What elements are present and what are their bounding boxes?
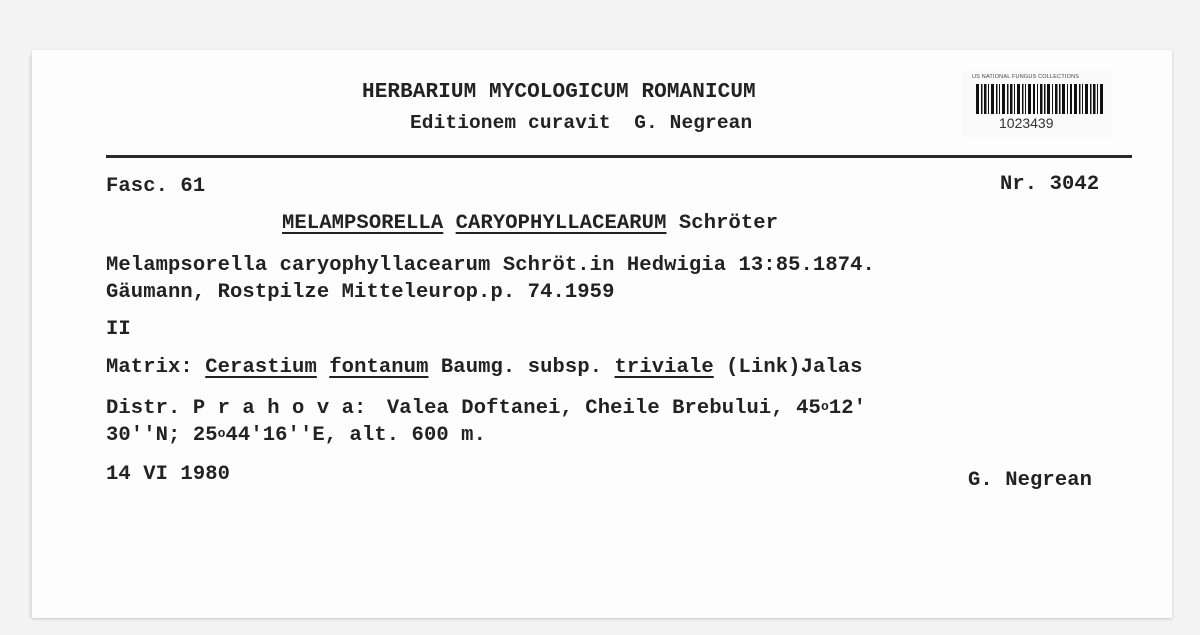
barcode-label <box>962 70 1112 138</box>
host-genus: Cerastium <box>205 356 317 379</box>
distribution-line-2 <box>106 424 486 448</box>
header-subtitle: Editionem curavit G. Negrean <box>410 112 753 134</box>
reference-line-2: Gäumann, Rostpilze Mitteleurop.p. 74.1959 <box>106 281 615 304</box>
distribution-line-1 <box>106 397 866 421</box>
matrix-label: Matrix: <box>106 356 193 379</box>
distribution-locality: Valea Doftanei, Cheile Brebului, 45 <box>386 397 821 420</box>
coordinates-part-1: 30''N; 25 <box>106 424 218 447</box>
species-epithet: CARYOPHYLLACEARUM <box>455 212 667 235</box>
species-genus: MELAMPSORELLA <box>282 212 444 235</box>
header-title: HERBARIUM MYCOLOGICUM ROMANICUM <box>362 81 756 104</box>
collection-date: 14 VI 1980 <box>106 463 231 486</box>
matrix-line <box>106 356 863 380</box>
species-name <box>282 212 778 236</box>
spore-stage: II <box>106 318 131 341</box>
reference-line-1: Melampsorella caryophyllacearum Schröt.in Hedwigia 13:85.1874. <box>106 254 875 277</box>
exsiccata-number: Nr. 3042 <box>1000 173 1100 196</box>
latitude-minutes: 12' <box>828 397 867 420</box>
host-author: Baumg. subsp. <box>440 356 603 379</box>
host-subspecies: triviale <box>614 356 714 379</box>
longitude-degree-sign: o <box>217 426 226 441</box>
host-subsp-author: (Link)Jalas <box>726 356 863 379</box>
fascicle-number: Fasc. 61 <box>106 175 206 198</box>
distribution-region: P r a h o v a: <box>192 397 367 420</box>
collector-name: G. Negrean <box>968 469 1093 492</box>
header-divider <box>106 155 1132 158</box>
coordinates-part-2: 44'16''E, alt. 600 m. <box>225 424 486 447</box>
barcode-number: 1023439 <box>999 115 1054 131</box>
latitude-degree-sign: o <box>820 399 829 414</box>
distribution-label: Distr. <box>106 397 181 420</box>
host-epithet: fontanum <box>329 356 429 379</box>
barcode-caption: US NATIONAL FUNGUS COLLECTIONS <box>972 74 1080 80</box>
barcode-image <box>976 84 1104 114</box>
species-author: Schröter <box>678 212 779 235</box>
